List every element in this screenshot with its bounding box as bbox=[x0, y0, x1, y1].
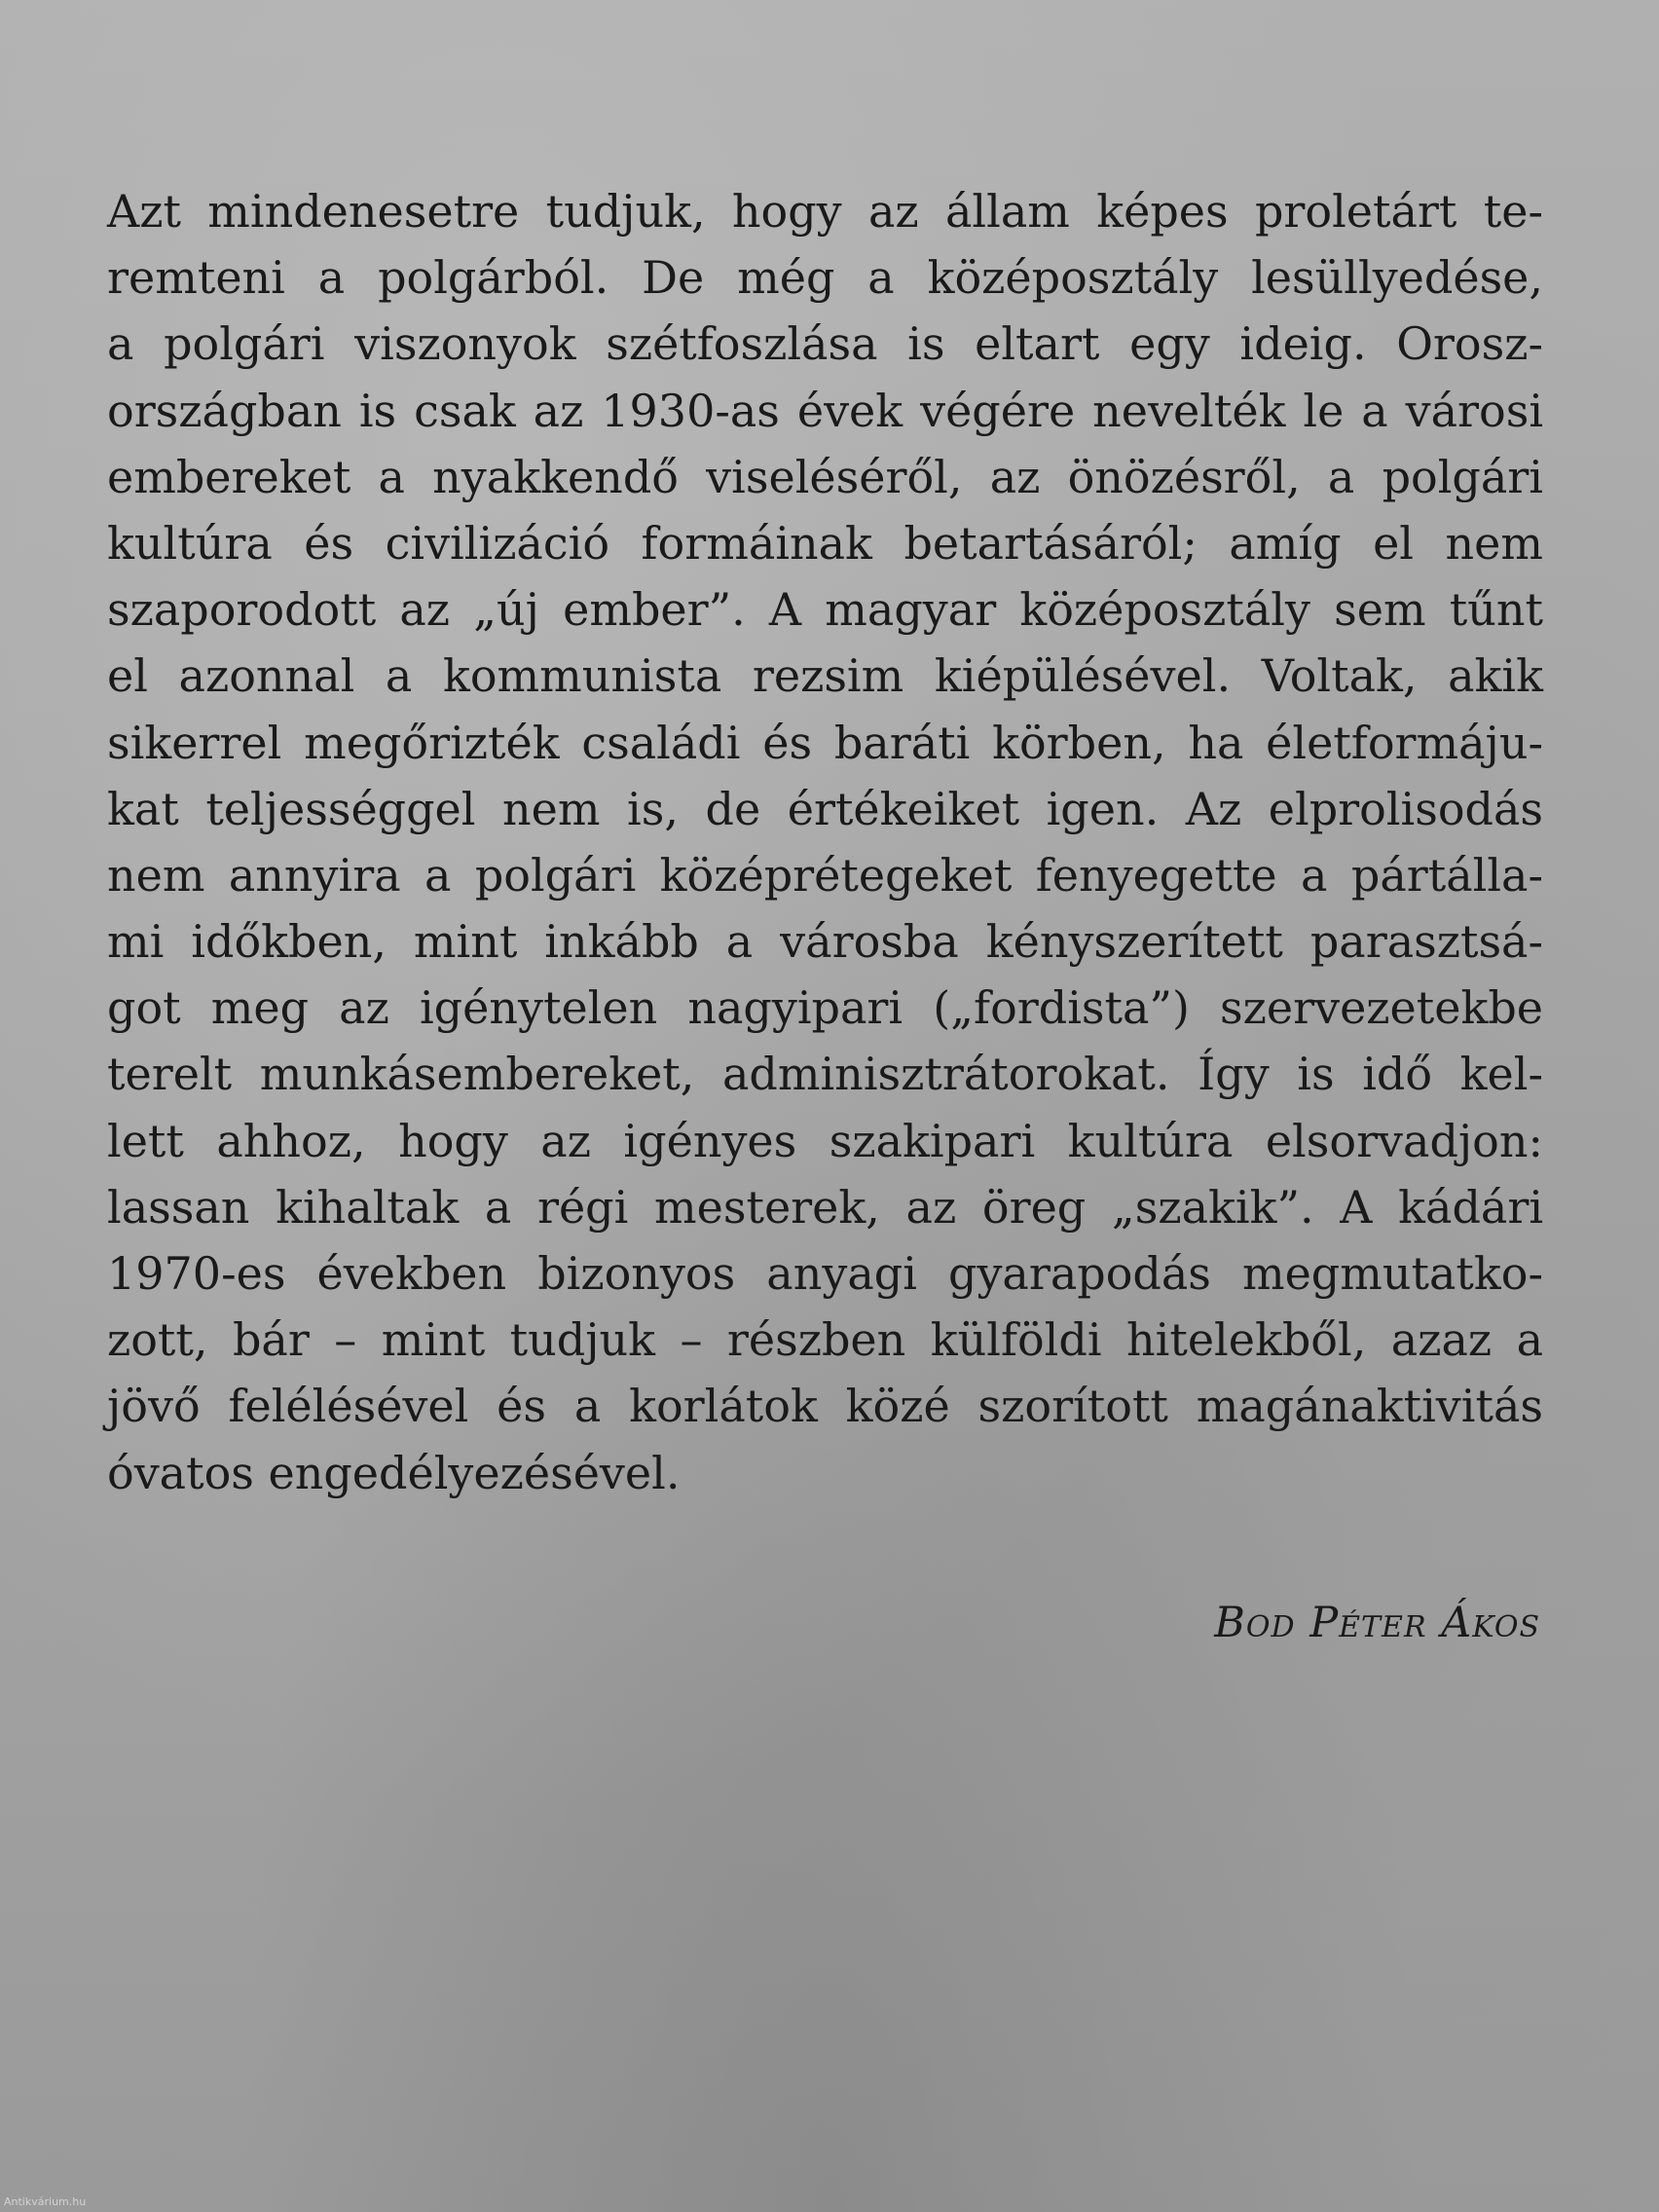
paragraph-line: embereket a nyakkendő viseléséről, az önözésről, a polgári bbox=[107, 450, 1543, 503]
paragraph-line: kultúra és civilizáció formáinak betartásáról; amíg el nem bbox=[107, 516, 1543, 570]
paragraph-line: got meg az igénytelen nagyipari („fordista”) szervezetekbe bbox=[107, 981, 1543, 1035]
paragraph-line: óvatos engedélyezésével. bbox=[107, 1446, 681, 1499]
paragraph-line: sikerrel megőrizték családi és baráti körben, ha életformáju- bbox=[107, 716, 1543, 769]
paragraph-line: terelt munkásembereket, adminisztrátorokat. Így is idő kel- bbox=[107, 1048, 1543, 1101]
paragraph-line: remteni a polgárból. De még a középosztály lesüllyedése, bbox=[107, 251, 1544, 305]
watermark: Antikvárium.hu bbox=[4, 2195, 87, 2208]
paragraph-line: kat teljességgel nem is, de értékeiket igen. Az elprolisodás bbox=[107, 782, 1544, 835]
paragraph-line: országban is csak az 1930-as évek végére nevelték le a városi bbox=[107, 384, 1544, 437]
paragraph-line: Azt mindenesetre tudjuk, hogy az állam képes proletárt te- bbox=[107, 185, 1543, 238]
paragraph-line: mi időkben, mint inkább a városba kényszerített parasztsá- bbox=[107, 915, 1544, 969]
paragraph-line: lett ahhoz, hogy az igényes szakipari kultúra elsorvadjon: bbox=[107, 1114, 1544, 1167]
paragraph-line: a polgári viszonyok szétfoszlása is eltart egy ideig. Orosz- bbox=[107, 317, 1543, 371]
paragraph-line: el azonnal a kommunista rezsim kiépülésével. Voltak, akik bbox=[107, 649, 1544, 703]
paragraph-line: 1970-es években bizonyos anyagi gyarapodás megmutatko- bbox=[107, 1247, 1544, 1300]
paragraph-line: lassan kihaltak a régi mesterek, az öreg „szakik”. A kádári bbox=[107, 1180, 1544, 1234]
paragraph-line: szaporodott az „új ember”. A magyar középosztály sem tűnt bbox=[107, 583, 1543, 637]
paragraph-line: nem annyira a polgári középrétegeket fenyegette a pártálla- bbox=[107, 848, 1544, 902]
author-signature: Bod Péter Ákos bbox=[1214, 1599, 1540, 1647]
paragraph-line: jövő felélésével és a korlátok közé szorított magánaktivitás bbox=[107, 1380, 1544, 1433]
paragraph-line: zott, bár – mint tudjuk – részben külföldi hitelekből, azaz a bbox=[107, 1313, 1543, 1367]
body-paragraph bbox=[107, 178, 1543, 1506]
